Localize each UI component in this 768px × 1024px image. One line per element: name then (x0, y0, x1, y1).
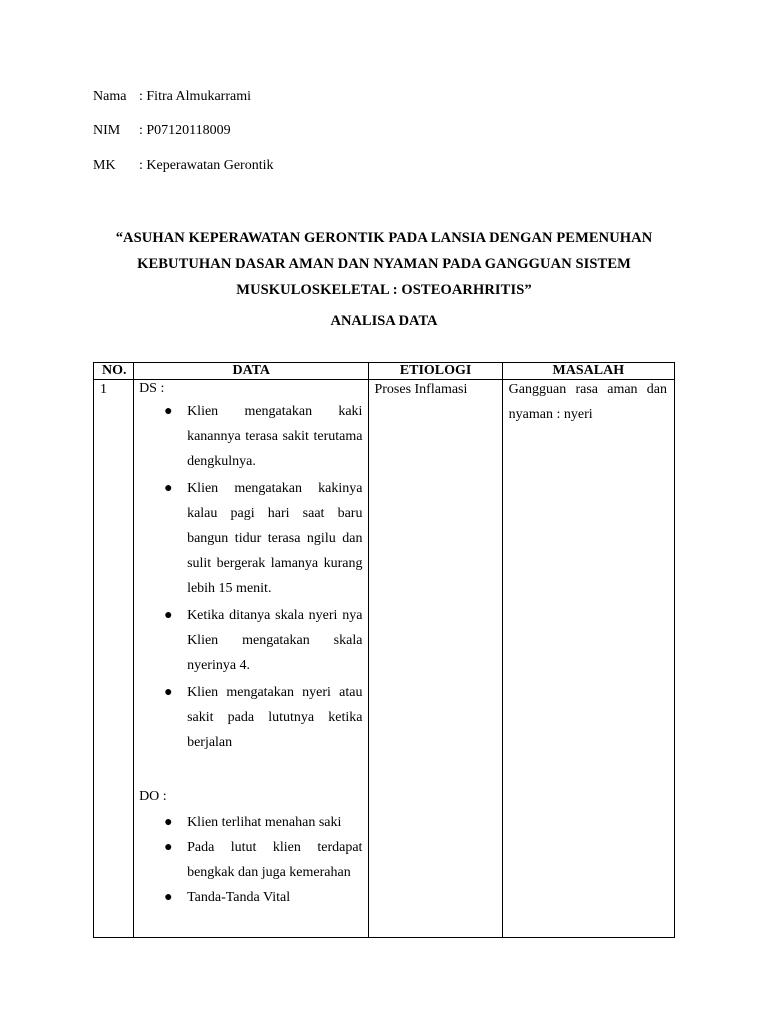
etiologi-cell: Proses Inflamasi (369, 380, 502, 938)
bullet-icon: ● (164, 481, 173, 496)
data-cell (134, 380, 369, 938)
list-item (139, 810, 362, 835)
bullet-icon: ● (164, 840, 173, 855)
bullet-icon: ● (164, 890, 173, 905)
masalah-cell (502, 380, 674, 938)
document-title (80, 225, 688, 303)
student-course-row (93, 157, 274, 175)
list-item (139, 885, 362, 910)
name-value: : Fitra Almukarrami (139, 89, 251, 104)
course-value: : Keperawatan Gerontik (139, 158, 274, 173)
header-etiologi: ETIOLOGI (369, 363, 502, 380)
title-line-1: “ASUHAN KEPERAWATAN GERONTIK PADA LANSIA DENGAN PEMENUHAN (115, 230, 653, 246)
list-item (139, 399, 362, 474)
header-no: NO. (94, 363, 134, 380)
ds-label: DS : (139, 381, 165, 396)
list-item (139, 835, 362, 885)
list-item-text: Tanda-Tanda Vital (187, 890, 291, 905)
do-list (139, 810, 362, 910)
student-name-row (93, 88, 251, 106)
masalah-text: Gangguan rasa aman dan nyaman : nyeri (508, 382, 667, 422)
list-item-text: Klien terlihat menahan saki (187, 815, 342, 830)
title-line-2: KEBUTUHAN DASAR AMAN DAN NYAMAN PADA GANGGUAN SISTEM (137, 256, 631, 272)
course-label: MK (93, 158, 116, 173)
name-label: Nama (93, 89, 127, 104)
list-item (139, 476, 362, 601)
bullet-icon: ● (164, 608, 173, 623)
list-item-text: Klien mengatakan kakinya kalau pagi hari saat baru bangun tidur terasa ngilu dan sulit bergerak lamanya kurang lebih 15 menit. (187, 481, 363, 596)
list-item-text: Pada lutut klien terdapat bengkak dan juga kemerahan (187, 840, 363, 880)
list-item-text: Klien mengatakan nyeri atau sakit pada lututnya ketika berjalan (187, 685, 363, 750)
header-masalah: MASALAH (502, 363, 674, 380)
section-subtitle: ANALISA DATA (330, 313, 438, 329)
analysis-table (93, 362, 675, 938)
nim-value: : P07120118009 (139, 123, 231, 138)
do-label: DO : (139, 789, 167, 804)
ds-list (139, 399, 362, 755)
student-nim-row (93, 122, 231, 140)
row-number: 1 (94, 380, 134, 938)
bullet-icon: ● (164, 685, 173, 700)
bullet-icon: ● (164, 815, 173, 830)
nim-label: NIM (93, 123, 121, 138)
title-line-3: MUSKULOSKELETAL : OSTEOARHRITIS” (236, 282, 532, 298)
header-data: DATA (134, 363, 369, 380)
list-item (139, 603, 362, 678)
list-item (139, 680, 362, 755)
list-item-text: Klien mengatakan kaki kanannya terasa sakit terutama dengkulnya. (187, 404, 363, 469)
bullet-icon: ● (164, 404, 173, 419)
table-row (94, 380, 675, 938)
list-item-text: Ketika ditanya skala nyeri nya Klien mengatakan skala nyerinya 4. (187, 608, 363, 673)
